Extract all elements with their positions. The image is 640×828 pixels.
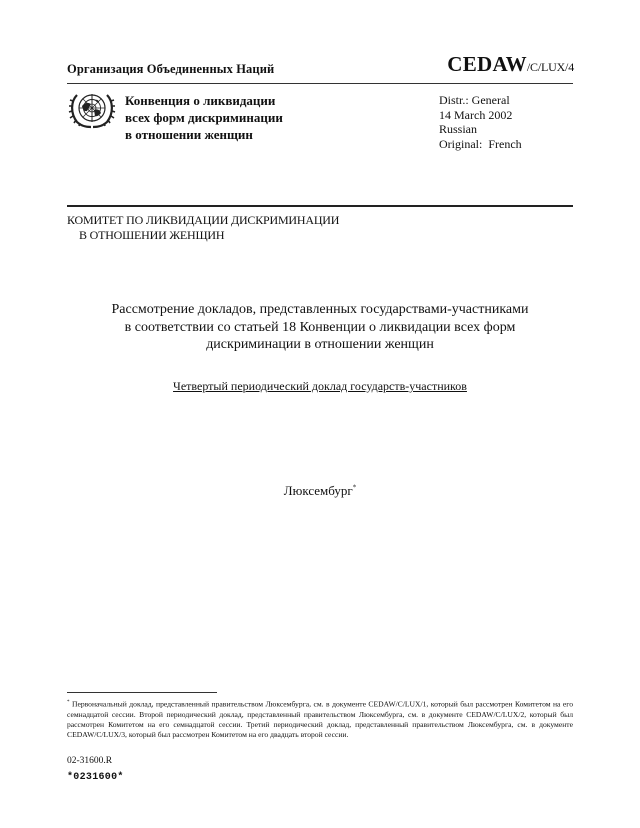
committee-line-2: В ОТНОШЕНИИ ЖЕНЩИН [79, 228, 225, 242]
convention-title-line: Конвенция о ликвидации [125, 93, 276, 108]
document-symbol-main: CEDAW [447, 52, 527, 76]
committee-line-1: КОМИТЕТ ПО ЛИКВИДАЦИИ ДИСКРИМИНАЦИИ [67, 213, 340, 227]
convention-title-line: в отношении женщин [125, 127, 253, 142]
country-title [67, 483, 573, 499]
footnote [67, 698, 573, 740]
convention-title [125, 92, 283, 143]
footnote-text: Первоначальный доклад, представленный правительством Люксембурга, см. в документе CEDAW/C/LUX/1, который был рассмотрен Комитетом на его семнадцатой сессии. Второй периодический доклад, представленный правительством Люксембурга, см. в документе CEDAW/C/LUX/2, который был рассмотрен Комитетом на его семнадцатой сессии. Третий периодический доклад, представленный правительством Люксембурга, см. в документе CEDAW/C/LUX/3, который был рассмотрен Комитетом на его двадцать второй сессии. [67, 699, 573, 740]
main-heading-line: в соответствии со статьей 18 Конвенции о ликвидации всех форм [124, 319, 516, 335]
document-symbol [447, 52, 574, 77]
document-number: 02-31600.R [67, 756, 113, 766]
footnote-divider [67, 692, 217, 693]
document-symbol-suffix: /C/LUX/4 [526, 60, 574, 74]
un-emblem-icon [67, 89, 117, 129]
document-date: 14 March 2002 [439, 107, 513, 122]
main-heading-line: Рассмотрение докладов, представленных государствами-участниками [111, 302, 529, 317]
report-subheading [67, 379, 573, 394]
barcode: *0231600* [67, 772, 124, 783]
main-heading-line: дискриминации в отношении женщин [206, 337, 434, 352]
organization-name: Организация Объединенных Наций [67, 62, 275, 76]
committee-name [67, 213, 339, 243]
main-heading [67, 301, 573, 354]
distribution-type: Distr.: General [439, 93, 510, 107]
footnote-marker: * [67, 700, 70, 705]
report-subheading-text: Четвертый периодический доклад государств-участников [173, 379, 467, 393]
convention-title-line: всех форм дискриминации [125, 110, 283, 125]
document-language: Russian [439, 122, 478, 136]
header-divider [67, 83, 573, 84]
section-divider [67, 205, 573, 207]
distribution-block [439, 93, 522, 151]
footnote-reference[interactable]: * [352, 483, 357, 492]
country-name: Люксембург [283, 483, 353, 498]
original-language: Original: French [439, 136, 522, 151]
